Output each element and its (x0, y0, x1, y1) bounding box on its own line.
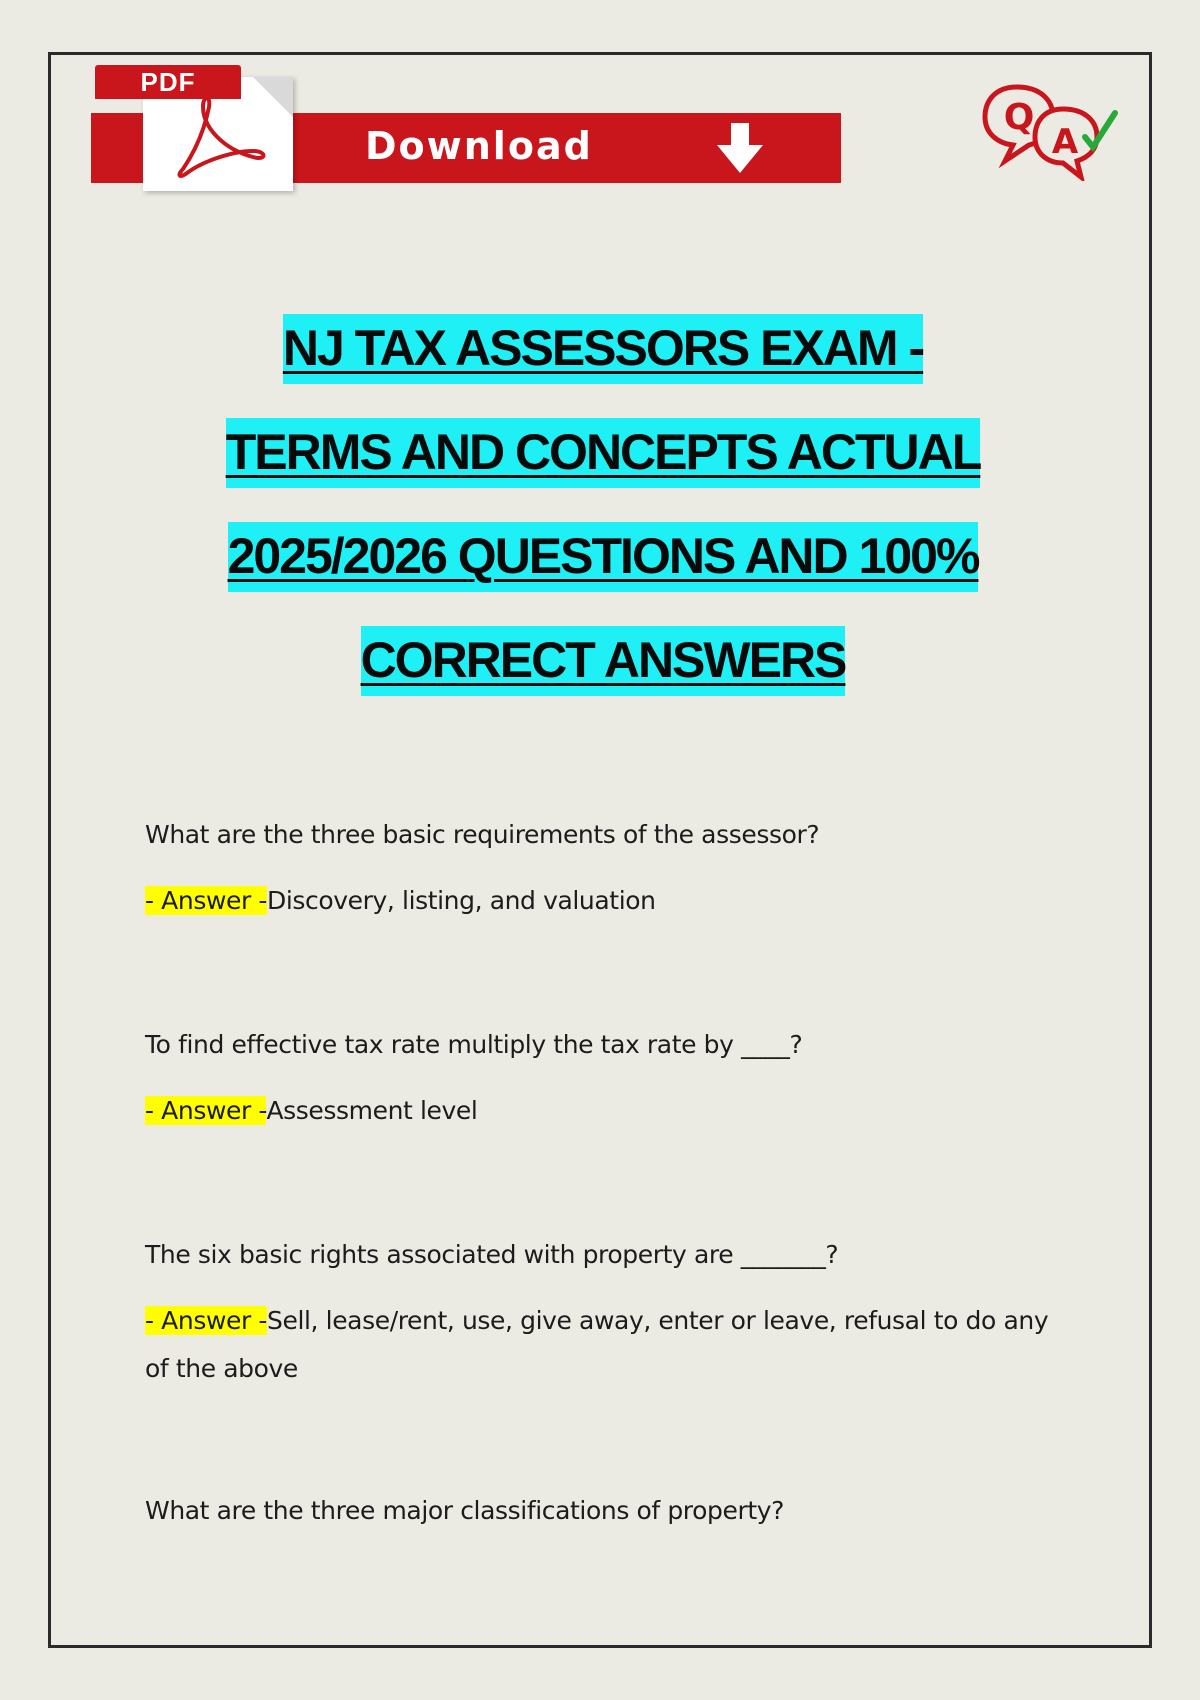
qa-item (145, 1237, 1075, 1393)
question-text: What are the three basic requirements of the assessor? (145, 820, 820, 849)
qa-item (145, 1493, 1075, 1529)
qa-logo (981, 81, 1121, 181)
a-letter: A (1051, 122, 1079, 162)
title-line: TERMS AND CONCEPTS ACTUAL (51, 417, 1155, 521)
answer-body: Discovery, listing, and valuation (267, 886, 656, 915)
qa-item (145, 817, 1075, 925)
answer-tag: - Answer - (145, 1096, 267, 1125)
answer-body: Assessment level (266, 1096, 478, 1125)
pdf-download-banner[interactable] (91, 65, 841, 189)
title-line: CORRECT ANSWERS (51, 625, 1155, 729)
document-title (51, 313, 1155, 729)
answer-tag: - Answer - (145, 1306, 268, 1335)
title-line: NJ TAX ASSESSORS EXAM - (51, 313, 1155, 417)
document-page (48, 52, 1152, 1648)
pdf-tab-label: PDF (95, 65, 241, 99)
answer-tag: - Answer - (145, 886, 268, 915)
question-text: The six basic rights associated with property are _______? (145, 1240, 839, 1269)
answer-text (145, 877, 1075, 925)
q-letter: Q (1003, 97, 1035, 138)
answer-text (145, 1087, 1075, 1135)
qa-speech-bubbles-icon (981, 81, 1121, 181)
question-text: To find effective tax rate multiply the tax rate by ____? (145, 1030, 803, 1059)
answer-text (145, 1297, 1075, 1393)
download-arrow-icon (715, 123, 765, 175)
question-text: What are the three major classifications of property? (145, 1496, 785, 1525)
download-bar-left (91, 113, 143, 183)
answer-body: Sell, lease/rent, use, give away, enter or leave, refusal to do any of the above (145, 1306, 1049, 1383)
download-label: Download (365, 124, 593, 168)
title-line: 2025/2026 QUESTIONS AND 100% (51, 521, 1155, 625)
qa-item (145, 1027, 1075, 1135)
